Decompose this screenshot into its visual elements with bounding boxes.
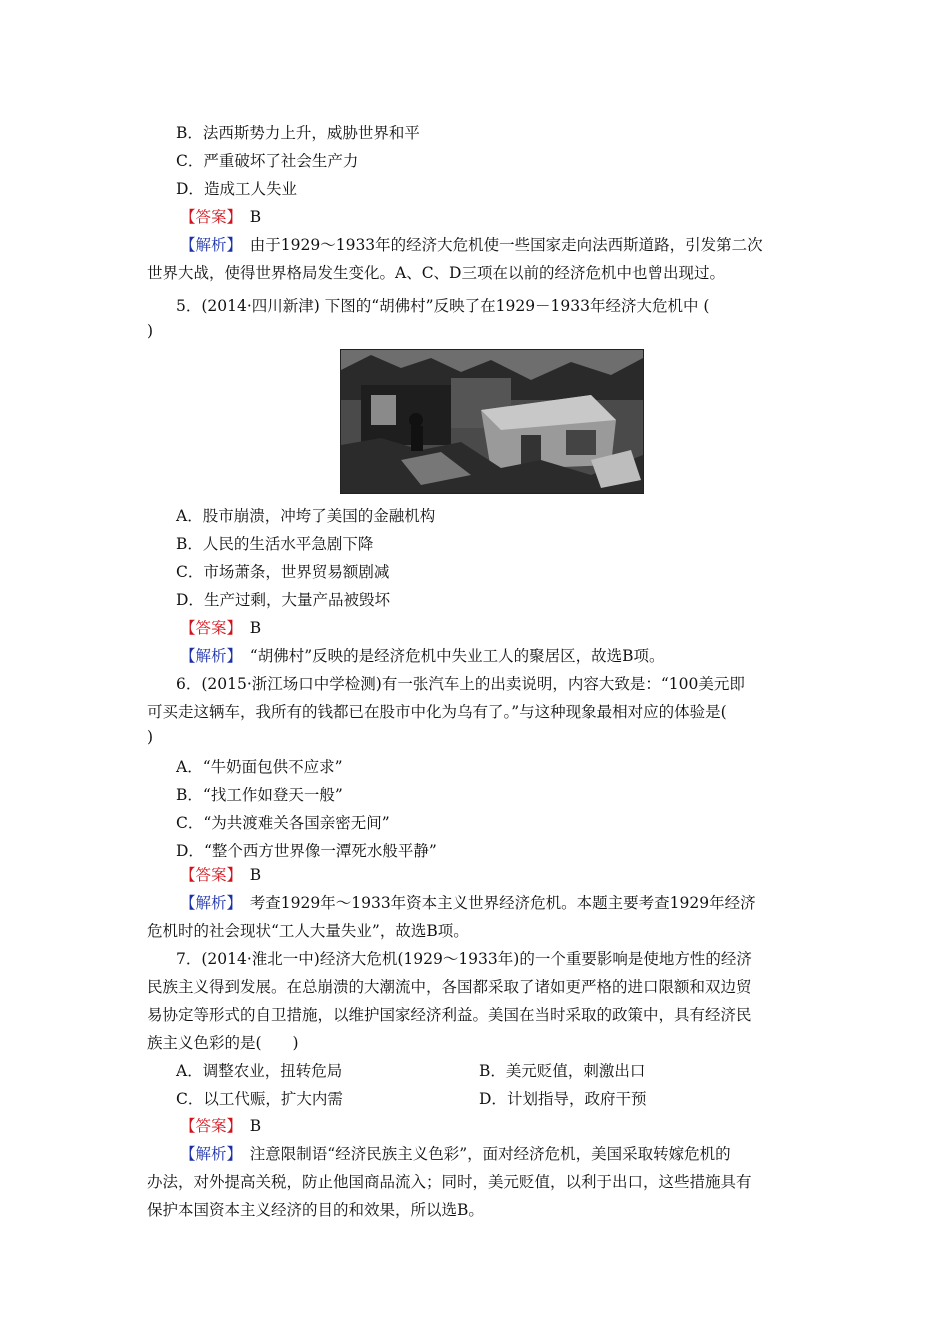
explanation-tag: 【解析】 [180, 1145, 235, 1163]
q6-stem-line2: 可买走这辆车，我所有的钱都已在股市中化为乌有了。”与这种现象最相对应的体验是( [147, 703, 727, 721]
q5-option-b: B．人民的生活水平急剧下降 [176, 535, 374, 553]
q4-answer: 【答案】 B [180, 208, 262, 226]
q7-stem-line4: 族主义色彩的是( ) [147, 1034, 299, 1052]
q6-option-a: A．“牛奶面包供不应求” [176, 758, 343, 776]
hooverville-photo [340, 349, 644, 494]
q7-stem-line1: 7．(2014·淮北一中)经济大危机(1929～1933年)的一个重要影响是使地方性的经济 [176, 950, 752, 968]
q6-option-d: D．“整个西方世界像一潭死水般平静” [176, 842, 437, 860]
q4-explanation-line1: 【解析】 由于1929～1933年的经济大危机使一些国家走向法西斯道路，引发第二次 [180, 236, 763, 254]
q7-stem-line3: 易协定等形式的自卫措施，以维护国家经济利益。美国在当时采取的政策中，具有经济民 [147, 1006, 752, 1024]
q7-explanation-line3: 保护本国资本主义经济的目的和效果，所以选B。 [147, 1201, 484, 1219]
q5-option-a: A．股市崩溃，冲垮了美国的金融机构 [176, 507, 436, 525]
explanation-tag: 【解析】 [180, 647, 235, 665]
q4-option-b: B．法西斯势力上升，威胁世界和平 [176, 124, 420, 142]
q7-option-c: C．以工代赈，扩大内需 [176, 1090, 343, 1108]
q7-option-d: D．计划指导，政府干预 [479, 1090, 647, 1108]
q6-option-b: B．“找工作如登天一般” [176, 786, 343, 804]
q6-stem-line1: 6．(2015·浙江场口中学检测)有一张汽车上的出卖说明，内容大致是：“100美元即 [176, 675, 745, 693]
q7-option-b: B．美元贬值，刺激出口 [479, 1062, 646, 1080]
q4-option-c: C．严重破坏了社会生产力 [176, 152, 359, 170]
q7-answer: 【答案】 B [180, 1117, 262, 1135]
q5-explanation-line1: 【解析】 “胡佛村”反映的是经济危机中失业工人的聚居区，故选B项。 [180, 647, 665, 665]
q5-answer: 【答案】 B [180, 619, 262, 637]
explanation-tag: 【解析】 [180, 894, 235, 912]
q6-answer: 【答案】 B [180, 866, 262, 884]
answer-tag: 【答案】 [180, 619, 235, 637]
q6-explanation-line1: 【解析】 考查1929年～1933年资本主义世界经济危机。本题主要考查1929年经济 [180, 894, 756, 912]
q5-stem-line2: ) [147, 322, 154, 340]
explanation-tag: 【解析】 [180, 236, 235, 254]
q5-stem-line1: 5．(2014·四川新津) 下图的“胡佛村”反映了在1929－1933年经济大危机中 ( [176, 297, 710, 315]
q6-stem-line3: ) [147, 728, 154, 746]
q7-explanation-line2: 办法，对外提高关税，防止他国商品流入；同时，美元贬值，以利于出口，这些措施具有 [147, 1173, 752, 1191]
answer-tag: 【答案】 [180, 1117, 235, 1135]
q5-option-c: C．市场萧条，世界贸易额剧减 [176, 563, 390, 581]
q5-option-d: D．生产过剩，大量产品被毁坏 [176, 591, 390, 609]
answer-tag: 【答案】 [180, 866, 235, 884]
q4-explanation-line2: 世界大战，使得世界格局发生变化。A、C、D三项在以前的经济危机中也曾出现过。 [147, 264, 725, 282]
answer-tag: 【答案】 [180, 208, 235, 226]
q6-explanation-line2: 危机时的社会现状“工人大量失业”，故选B项。 [147, 922, 469, 940]
q7-option-a: A．调整农业，扭转危局 [176, 1062, 343, 1080]
q7-stem-line2: 民族主义得到发展。在总崩溃的大潮流中，各国都采取了诸如更严格的进口限额和双边贸 [147, 978, 752, 996]
q7-explanation-line1: 【解析】 注意限制语“经济民族主义色彩”，面对经济危机，美国采取转嫁危机的 [180, 1145, 731, 1163]
q4-option-d: D．造成工人失业 [176, 180, 297, 198]
q6-option-c: C．“为共渡难关各国亲密无间” [176, 814, 390, 832]
